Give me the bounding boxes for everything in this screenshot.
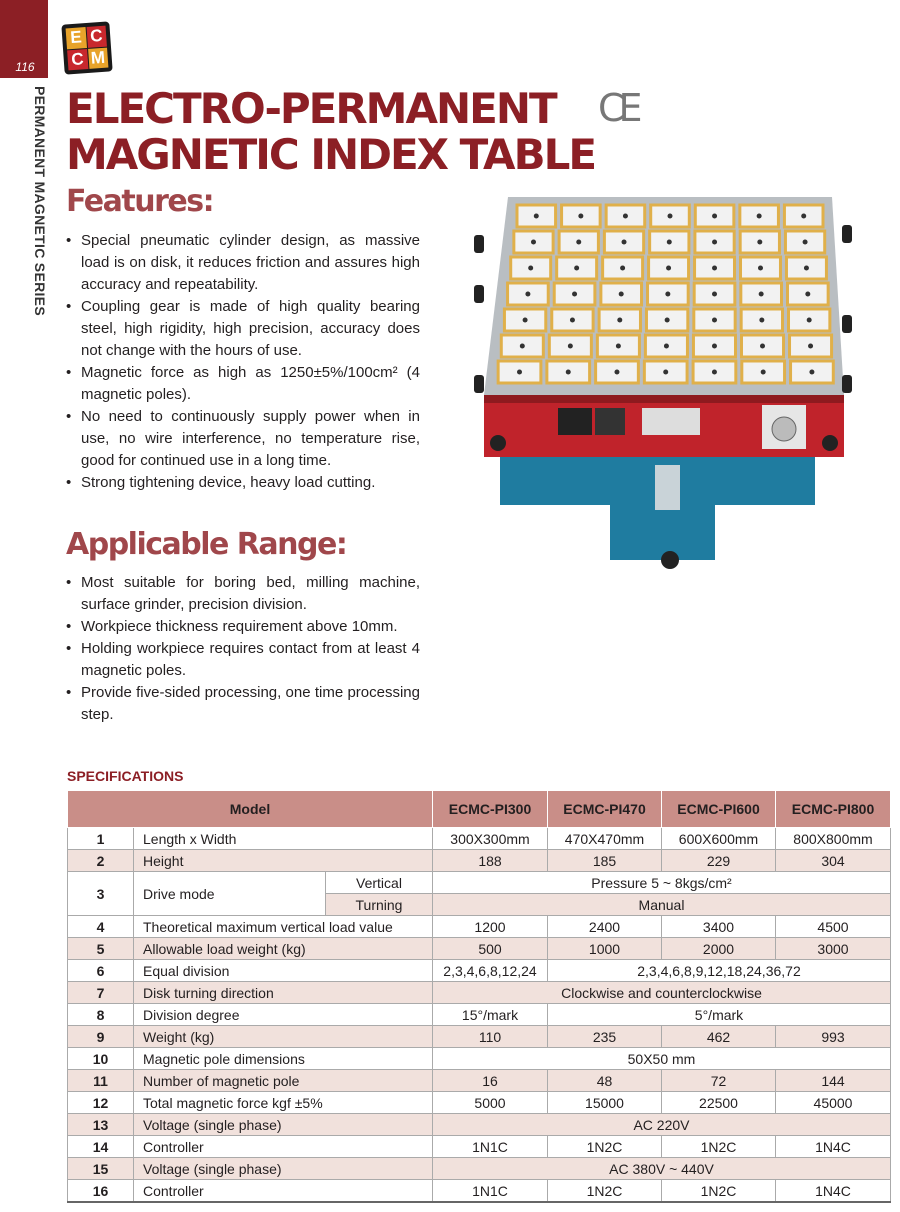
table-header-row (68, 791, 891, 828)
table-row: 2 Height 188 185 229 304 (68, 850, 891, 872)
table-row: 13 Voltage (single phase) AC 220V (68, 1114, 891, 1136)
list-item: • Strong tightening device, heavy load cutting. (66, 472, 420, 494)
page-title: ELECTRO-PERMANENT MAGNETIC INDEX TABLE (66, 84, 596, 179)
table-row: 1 Length x Width 300X300mm 470X470mm 600X600mm 800X800mm (68, 828, 891, 850)
table-row: 6 Equal division 2,3,4,6,8,12,24 2,3,4,6,8,9,12,18,24,36,72 (68, 960, 891, 982)
table-row: 9 Weight (kg) 110 235 462 993 (68, 1026, 891, 1048)
ce-mark-icon: CE (598, 86, 637, 130)
list-item: • Provide five-sided processing, one time processing step. (66, 682, 420, 726)
table-row: Turning Manual (68, 894, 891, 916)
series-label: PERMANENT MAGNETIC SERIES (32, 86, 48, 316)
list-item: • Holding workpiece requires contact from at least 4 magnetic poles. (66, 638, 420, 682)
table-row: 5 Allowable load weight (kg) 500 1000 2000 3000 (68, 938, 891, 960)
table-row: 15 Voltage (single phase) AC 380V ~ 440V (68, 1158, 891, 1180)
table-row: 16 Controller 1N1C 1N2C 1N2C 1N4C (68, 1180, 891, 1203)
table-row: 10 Magnetic pole dimensions 50X50 mm (68, 1048, 891, 1070)
applicable-heading: Applicable Range: (66, 527, 347, 562)
header-model-pi300: ECMC-PI300 (433, 791, 548, 828)
applicable-list (66, 572, 420, 726)
header-model-pi470: ECMC-PI470 (548, 791, 662, 828)
index-table-product-image (470, 195, 855, 580)
table-row: 8 Division degree 15°/mark 5°/mark (68, 1004, 891, 1026)
header-model: Model (68, 791, 433, 828)
header-model-pi600: ECMC-PI600 (662, 791, 776, 828)
table-row: 7 Disk turning direction Clockwise and counterclockwise (68, 982, 891, 1004)
page-number: 116 (15, 60, 35, 74)
list-item: • Most suitable for boring bed, milling machine, surface grinder, precision division. (66, 572, 420, 616)
features-list (66, 230, 420, 494)
features-heading: Features: (66, 184, 214, 219)
ecmc-logo: E C C M (61, 21, 112, 74)
table-row: 4 Theoretical maximum vertical load value 1200 2400 3400 4500 (68, 916, 891, 938)
list-item: • Magnetic force as high as 1250±5%/100cm² (4 magnetic poles). (66, 362, 420, 406)
list-item: • Workpiece thickness requirement above 10mm. (66, 616, 420, 638)
table-row: 14 Controller 1N1C 1N2C 1N2C 1N4C (68, 1136, 891, 1158)
table-row: 11 Number of magnetic pole 16 48 72 144 (68, 1070, 891, 1092)
header-model-pi800: ECMC-PI800 (776, 791, 891, 828)
specifications-table (67, 790, 891, 1203)
table-row: 3 Drive mode Vertical Pressure 5 ~ 8kgs/cm² (68, 872, 891, 894)
specifications-heading: SPECIFICATIONS (67, 768, 184, 784)
list-item: • Coupling gear is made of high quality bearing steel, high rigidity, high precision, accuracy does not change with the hours of use. (66, 296, 420, 362)
table-row: 12 Total magnetic force kgf ±5% 5000 15000 22500 45000 (68, 1092, 891, 1114)
list-item: • Special pneumatic cylinder design, as massive load is on disk, it reduces friction and assures high accuracy and repeatability. (66, 230, 420, 296)
list-item: • No need to continuously supply power when in use, no wire interference, no temperature rise, good for continued use in a long time. (66, 406, 420, 472)
